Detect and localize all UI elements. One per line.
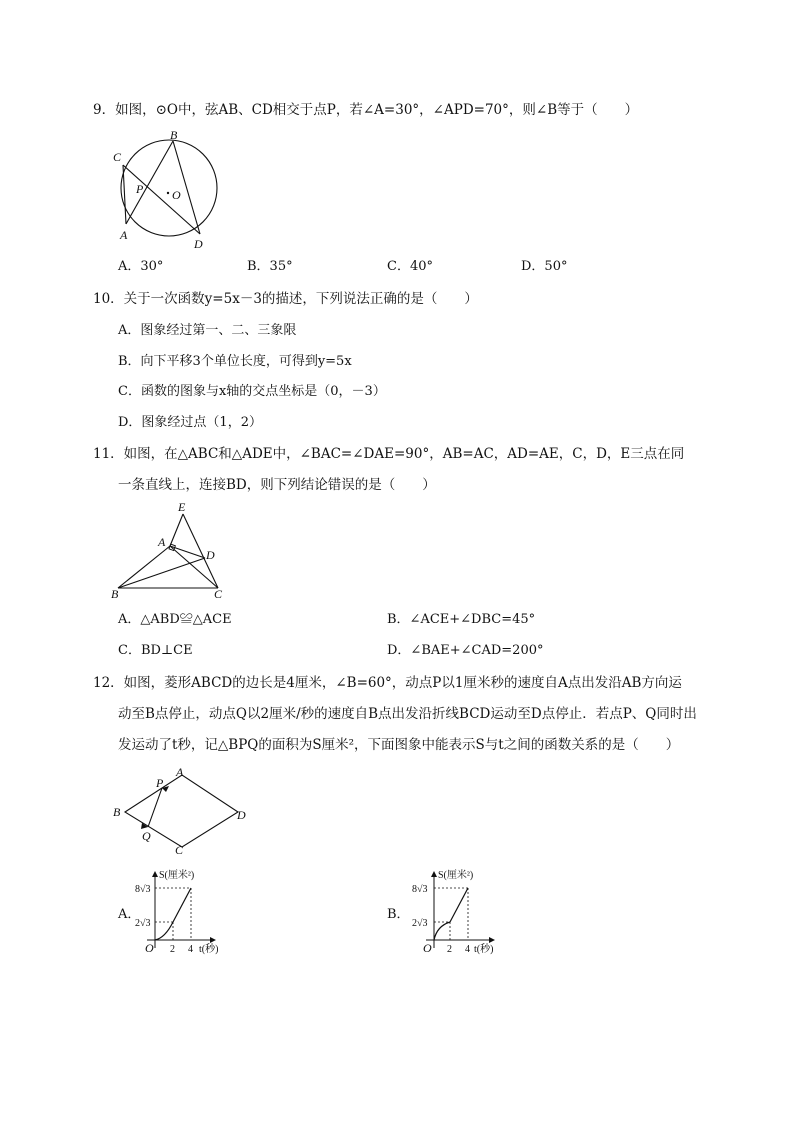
y-arrow	[431, 871, 437, 877]
label-a: A	[120, 228, 128, 242]
q12-option-b-label: B．	[387, 907, 410, 922]
q12-stem-line1: 12．如图，菱形ABCD的边长是4厘米，∠B=60°，动点P以1厘米秒的速度自A点出发沿AB方向运	[93, 675, 682, 691]
segment-ab	[118, 546, 170, 588]
q11-option-a: A．△ABD≌△ACE	[118, 612, 232, 627]
label-e: E	[178, 500, 186, 514]
tick-8sqrt3: 8√3	[412, 884, 428, 895]
label-q: Q	[142, 829, 151, 843]
q11-stem-line2: 一条直线上，连接BD，则下列结论错误的是（ ）	[118, 477, 436, 493]
q9-stem: 9．如图，⊙O中，弦AB、CD相交于点P，若∠A=30°，∠APD=70°，则∠B等于（ ）	[93, 102, 639, 118]
q9-option-d: D．50°	[521, 259, 568, 274]
q12-stem-line2: 动至B点停止，动点Q以2厘米/秒的速度自B点出发沿折线BCD运动至D点停止．若点P、Q同时出	[118, 706, 697, 722]
y-axis-label: S(厘米²)	[438, 870, 474, 881]
label-b: B	[170, 128, 178, 142]
segment-pq	[148, 788, 162, 827]
tick-2sqrt3: 2√3	[412, 918, 428, 929]
label-a: A	[158, 535, 166, 549]
x-axis-label: t(秒)	[474, 944, 494, 955]
tick-x2: 2	[170, 944, 175, 955]
q11-option-c: C．BD⊥CE	[118, 643, 193, 658]
label-b: B	[113, 805, 121, 819]
q9-circle-figure	[110, 128, 230, 254]
tick-x2: 2	[447, 944, 452, 955]
tick-8sqrt3: 8√3	[135, 884, 151, 895]
tick-2sqrt3: 2√3	[135, 918, 151, 929]
label-p: P	[156, 776, 164, 790]
chord-ab	[126, 141, 173, 224]
chord-cd	[123, 165, 200, 234]
curve-0-2	[155, 922, 173, 940]
tick-x4: 4	[188, 944, 193, 955]
q9-option-c: C．40°	[387, 259, 433, 274]
y-arrow	[152, 871, 158, 877]
q11-triangle-figure	[108, 500, 238, 600]
label-b: B	[111, 587, 119, 601]
line-2-4	[173, 888, 191, 922]
q11-option-b: B．∠ACE+∠DBC=45°	[387, 612, 536, 627]
q10-option-d: D．图象经过点（1，2）	[118, 415, 262, 430]
q10-option-a: A．图象经过第一、二、三象限	[118, 323, 297, 338]
q12-stem-line3: 发运动了t秒，记△BPQ的面积为S厘米²，下面图象中能表示S与t之间的函数关系的是（ ）	[118, 737, 680, 753]
label-d: D	[237, 808, 246, 822]
x-arrow	[489, 937, 495, 943]
label-d: D	[206, 548, 215, 562]
label-p: P	[136, 182, 144, 196]
x-arrow	[210, 937, 216, 943]
y-axis-label: S(厘米²)	[159, 870, 195, 881]
q11-stem-line1: 11．如图，在△ABC和△ADE中，∠BAC=∠DAE=90°，AB=AC，AD=AE，C，D，E三点在同	[93, 446, 685, 462]
q12-graph-b	[402, 868, 507, 960]
q9-option-a: A．30°	[118, 259, 164, 274]
segment-ad	[170, 546, 205, 558]
q12-rhombus-figure	[110, 765, 250, 860]
segment-bd	[118, 558, 205, 588]
q10-option-c: C．函数的图象与x轴的交点坐标是（0，－3）	[118, 384, 386, 399]
q10-option-b: B．向下平移3个单位长度，可得到y=5x	[118, 354, 352, 369]
q12-option-a-label: A．	[118, 907, 141, 922]
center-dot	[167, 192, 169, 194]
label-d: D	[194, 237, 203, 251]
q11-option-d: D．∠BAE+∠CAD=200°	[387, 643, 544, 658]
label-c: C	[214, 587, 223, 601]
segment-ac	[123, 165, 126, 224]
label-c: C	[175, 843, 184, 857]
q9-option-b: B．35°	[247, 259, 293, 274]
x-axis-label: t(秒)	[199, 944, 219, 955]
segment-ae	[170, 514, 183, 546]
origin-label: O	[423, 941, 432, 955]
curve-0-2	[434, 922, 450, 940]
label-c: C	[113, 150, 122, 164]
label-o: O	[172, 188, 181, 202]
q12-graph-a	[133, 868, 238, 960]
line-2-4	[450, 888, 468, 922]
origin-label: O	[145, 941, 154, 955]
q10-stem: 10．关于一次函数y=5x－3的描述，下列说法正确的是（ ）	[93, 291, 478, 307]
label-a: A	[176, 765, 184, 779]
tick-x4: 4	[465, 944, 470, 955]
